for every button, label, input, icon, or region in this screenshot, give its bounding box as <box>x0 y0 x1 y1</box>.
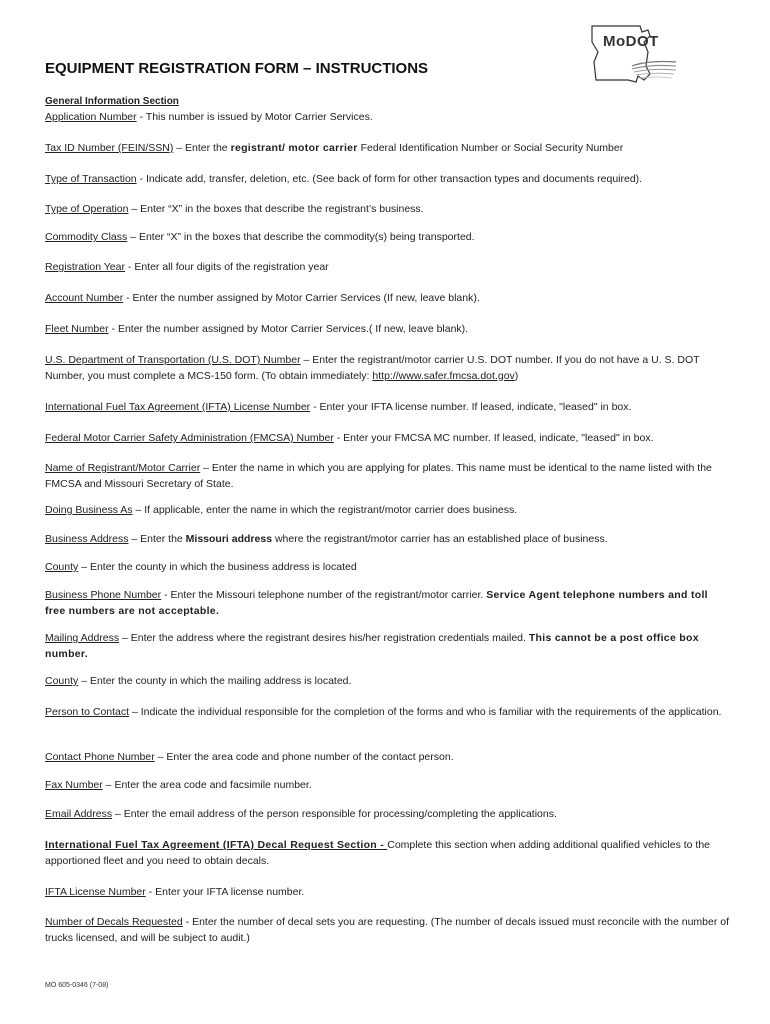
entry-label: Email Address <box>45 808 113 820</box>
ifta-decal-heading: International Fuel Tax Agreement (IFTA) Decal Request Section - <box>45 839 388 851</box>
entry-tax-id <box>45 141 730 157</box>
entry-ifta-license <box>45 400 730 416</box>
entry-type-of-operation <box>45 202 730 218</box>
entry-text: – Enter the area code and phone number of the contact person. <box>154 751 454 763</box>
entry-text: - Enter the number of decal sets you are requesting. (The number of decals issued must reconcile with the number of trucks licensed, and will be subject to audit.) <box>45 916 730 944</box>
entry-label: Mailing Address <box>45 632 120 644</box>
entry-text: – Enter the <box>173 142 231 154</box>
entry-fax-number <box>45 778 730 794</box>
entry-text: - Enter the number assigned by Motor Carrier Services (If new, leave blank). <box>123 292 480 304</box>
entry-text: Complete this section when adding additional qualified vehicles to the apportioned fleet and you need to obtain decals. <box>45 839 711 867</box>
entry-county-mailing <box>45 674 730 690</box>
entry-text: - Enter your IFTA license number. If leased, indicate, "leased" in box. <box>310 401 632 413</box>
entry-text: Federal Identification Number or Social Security Number <box>357 142 624 154</box>
entry-text: – If applicable, enter the name in which the registrant/motor carrier does business. <box>132 504 518 516</box>
entry-bold-text: This cannot be a post office box number. <box>45 632 699 660</box>
entry-ifta-decal-section <box>45 838 730 869</box>
entry-label: Doing Business As <box>45 504 133 516</box>
entry-label: Tax ID Number (FEIN/SSN) <box>45 142 174 154</box>
entry-person-to-contact <box>45 705 730 721</box>
entry-text: – Enter the email address of the person responsible for processing/completing the applications. <box>112 808 557 820</box>
entry-label: IFTA License Number <box>45 886 146 898</box>
entry-bold-text: registrant/ motor carrier <box>230 142 358 154</box>
general-info-heading: General Information Section <box>45 96 179 107</box>
entry-registration-year <box>45 260 730 276</box>
entry-fleet-number <box>45 322 730 338</box>
entry-label: Fax Number <box>45 779 103 791</box>
entry-text: – Enter the name in which you are applying for plates. This name must be identical to the name listed with the FMCSA and Missouri Secretary of State. <box>45 462 712 490</box>
entry-text: - Enter your IFTA license number. <box>145 886 305 898</box>
entry-text: - Enter your FMCSA MC number. If leased, indicate, "leased" in box. <box>333 432 654 444</box>
entry-label: County <box>45 561 79 573</box>
entry-label: Application Number <box>45 111 137 123</box>
entry-text: - Enter all four digits of the registration year <box>124 261 329 273</box>
entry-county-business <box>45 560 730 576</box>
entry-label: Contact Phone Number <box>45 751 155 763</box>
entry-text: – Enter the county in which the mailing address is located. <box>78 675 352 687</box>
entry-label: U.S. Department of Transportation (U.S. DOT) Number <box>45 354 301 366</box>
entry-label: Person to Contact <box>45 706 130 718</box>
modot-logo-graphic <box>588 22 680 86</box>
entry-type-of-transaction <box>45 172 730 188</box>
entry-account-number <box>45 291 730 307</box>
entry-label: Business Address <box>45 533 129 545</box>
entry-business-phone <box>45 588 730 619</box>
entry-label: Type of Transaction <box>45 173 137 185</box>
entry-text: - Enter the Missouri telephone number of the registrant/motor carrier. <box>161 589 487 601</box>
entry-contact-phone <box>45 750 730 766</box>
entry-label: Fleet Number <box>45 323 109 335</box>
page-title: EQUIPMENT REGISTRATION FORM – INSTRUCTIONS <box>45 60 429 77</box>
entry-label: Number of Decals Requested <box>45 916 183 928</box>
entry-business-address <box>45 532 730 548</box>
entry-label: Business Phone Number <box>45 589 162 601</box>
entry-label: Federal Motor Carrier Safety Administration (FMCSA) Number <box>45 432 334 444</box>
entry-text: ) <box>514 369 519 382</box>
entry-label: Registration Year <box>45 261 125 273</box>
entry-text: – Enter the area code and facsimile number. <box>102 779 312 791</box>
entry-text: – Enter “X” in the boxes that describe the registrant’s business. <box>128 203 424 215</box>
entry-doing-business-as <box>45 503 730 519</box>
entry-text: - Enter the number assigned by Motor Carrier Services.( If new, leave blank). <box>108 323 469 335</box>
entry-text: - This number is issued by Motor Carrier Services. <box>136 111 373 123</box>
entry-email-address <box>45 807 730 823</box>
entry-text: where the registrant/motor carrier has an established place of business. <box>272 533 608 545</box>
entry-label: Commodity Class <box>45 231 128 243</box>
entry-label: County <box>45 675 79 687</box>
entry-commodity-class <box>45 230 730 246</box>
form-number: MO 605-0346 (7-08) <box>45 982 109 989</box>
entry-fmcsa-number <box>45 431 730 447</box>
entry-application-number <box>45 110 730 126</box>
entry-text: – Indicate the individual responsible for the completion of the forms and who is familiar with the requirements of the application. <box>129 706 722 718</box>
entry-mailing-address <box>45 631 730 662</box>
entry-bold-text: Missouri address <box>185 533 273 545</box>
entry-name-of-registrant <box>45 461 730 492</box>
entry-text: – Enter the county in which the business address is located <box>78 561 357 573</box>
entry-usdot-number <box>45 353 730 384</box>
entry-text: – Enter the registrant/motor carrier U.S. DOT number. If you do not have a U. S. DOT Number, you must complete a MCS-150 form. (To obtain immediately: <box>45 354 700 382</box>
entry-text: – Enter the <box>128 533 186 545</box>
safer-link[interactable]: http://www.safer.fmcsa.dot.gov <box>372 369 515 382</box>
entry-number-of-decals <box>45 915 730 946</box>
entry-label: International Fuel Tax Agreement (IFTA) License Number <box>45 401 311 413</box>
entry-ifta-license-number <box>45 885 730 901</box>
entry-bold-text: Service Agent telephone numbers and toll free numbers are not acceptable. <box>45 589 708 617</box>
entry-text: – Enter “X” in the boxes that describe the commodity(s) being transported. <box>127 231 475 243</box>
entry-text: – Enter the address where the registrant desires his/her registration credentials mailed. <box>119 632 529 644</box>
entry-label: Name of Registrant/Motor Carrier <box>45 462 201 474</box>
entry-label: Type of Operation <box>45 203 129 215</box>
modot-logo-text: MoDOT <box>603 33 659 50</box>
entry-label: Account Number <box>45 292 124 304</box>
entry-text: - Indicate add, transfer, deletion, etc. (See back of form for other transaction types and documents required). <box>136 173 643 185</box>
